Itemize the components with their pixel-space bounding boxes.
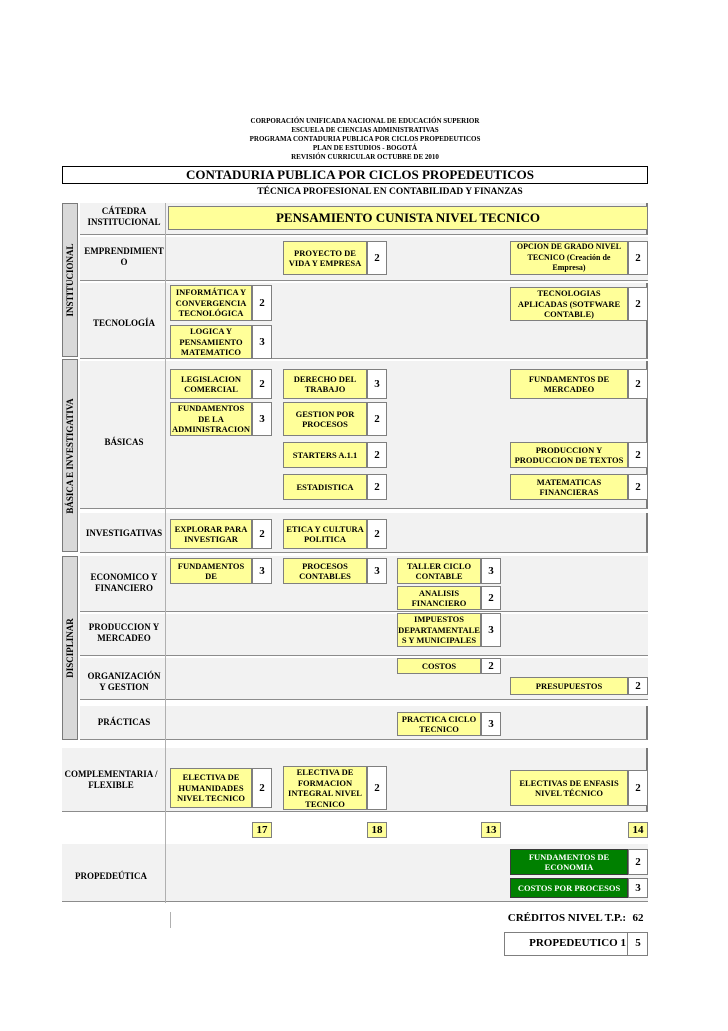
course-credits: 2 bbox=[367, 474, 387, 500]
category-practicas: PRÁCTICAS bbox=[97, 717, 151, 727]
course-block: PRACTICA CICLO TECNICO bbox=[397, 712, 481, 736]
course-block: FUNDAMENTOS DE LA ADMINISTRACION bbox=[170, 402, 252, 436]
course-credits: 2 bbox=[252, 519, 272, 549]
course-block: STARTERS A.1.1 bbox=[283, 442, 367, 468]
course-block: FUNDAMENTOS DE MERCADEO bbox=[510, 369, 628, 399]
course-block: ELECTIVA DE FORMACION INTEGRAL NIVEL TECNICO bbox=[283, 766, 367, 810]
course-block: LOGICA Y PENSAMIENTO MATEMATICO bbox=[170, 325, 252, 359]
category-complementaria: COMPLEMENTARIA / FLEXIBLE bbox=[64, 769, 158, 790]
category-propedeutica: PROPEDEÚTICA bbox=[74, 871, 147, 881]
course-block: ELECTIVAS DE ENFASIS NIVEL TÉCNICO bbox=[510, 770, 628, 806]
creditos-value: 62 bbox=[632, 912, 644, 924]
category-organizacion: ORGANIZACIÓN Y GESTION bbox=[87, 671, 161, 692]
label-basica-investigativa: BÁSICA E INVESTIGATIVA bbox=[62, 359, 78, 552]
column-total: 14 bbox=[628, 822, 648, 838]
course-block-green: FUNDAMENTOS DE ECONOMIA bbox=[510, 849, 628, 875]
course-block: INFORMÁTICA Y CONVERGENCIA TECNOLÓGICA bbox=[170, 285, 252, 321]
course-block: COSTOS bbox=[397, 658, 481, 674]
course-credits: 2 bbox=[628, 369, 648, 399]
column-total: 18 bbox=[367, 822, 387, 838]
course-block: EXPLORAR PARA INVESTIGAR bbox=[170, 519, 252, 549]
course-block: ANALISIS FINANCIERO bbox=[397, 586, 481, 610]
course-block: ETICA Y CULTURA POLITICA bbox=[283, 519, 367, 549]
institution-name: CORPORACIÓN UNIFICADA NACIONAL DE EDUCACIÓN SUPERIOR bbox=[250, 117, 480, 125]
course-credits: 3 bbox=[628, 878, 648, 898]
course-block: PROYECTO DE VIDA Y EMPRESA bbox=[283, 241, 367, 275]
pensamiento-cunista-banner: PENSAMIENTO CUNISTA NIVEL TECNICO bbox=[168, 206, 648, 230]
course-block: TALLER CICLO CONTABLE bbox=[397, 558, 481, 584]
course-block: ESTADISTICA bbox=[283, 474, 367, 500]
course-credits: 2 bbox=[628, 474, 648, 500]
course-credits: 2 bbox=[628, 770, 648, 806]
course-block: LEGISLACION COMERCIAL bbox=[170, 369, 252, 399]
category-economico: ECONOMICO Y FINANCIERO bbox=[90, 572, 158, 593]
course-credits: 2 bbox=[628, 677, 648, 695]
course-credits: 2 bbox=[367, 766, 387, 810]
course-block: TECNOLOGIAS APLICADAS (SOTFWARE CONTABLE) bbox=[510, 287, 628, 321]
course-credits: 2 bbox=[628, 849, 648, 875]
category-produccion: PRODUCCION Y MERCADEO bbox=[88, 622, 160, 643]
program-name: PROGRAMA CONTADURIA PUBLICA POR CICLOS PROPEDEUTICOS bbox=[249, 135, 481, 143]
revision-date: REVISIÓN CURRICULAR OCTUBRE DE 2010 bbox=[291, 153, 439, 161]
propedeutico-value: 5 bbox=[635, 937, 641, 949]
course-block: GESTION POR PROCESOS bbox=[283, 402, 367, 436]
course-credits: 2 bbox=[628, 287, 648, 321]
page-title: CONTADURIA PUBLICA POR CICLOS PROPEDEUTICOS bbox=[186, 167, 534, 182]
course-credits: 3 bbox=[481, 712, 501, 736]
course-block: IMPUESTOS DEPARTAMENTALE S Y MUNICIPALES bbox=[398, 614, 480, 646]
category-column-divider bbox=[165, 203, 166, 903]
course-credits: 2 bbox=[252, 285, 272, 321]
course-block: PRODUCCION Y PRODUCCION DE TEXTOS bbox=[510, 442, 628, 468]
course-credits: 2 bbox=[628, 241, 648, 275]
course-credits: 3 bbox=[252, 402, 272, 436]
course-credits: 2 bbox=[367, 519, 387, 549]
course-credits: 2 bbox=[367, 442, 387, 468]
course-credits: 2 bbox=[252, 369, 272, 399]
course-block-green: COSTOS POR PROCESOS bbox=[510, 878, 628, 898]
course-credits: 2 bbox=[628, 442, 648, 468]
course-credits: 3 bbox=[367, 369, 387, 399]
creditos-label: CRÉDITOS NIVEL T.P.: bbox=[507, 912, 626, 924]
course-block: FUNDAMENTOS DE bbox=[170, 558, 252, 584]
page-subtitle: TÉCNICA PROFESIONAL EN CONTABILIDAD Y FINANZAS bbox=[257, 187, 523, 197]
course-credits: 2 bbox=[481, 658, 501, 674]
course-block: DERECHO DEL TRABAJO bbox=[283, 369, 367, 399]
label-disciplinar: DISCIPLINAR bbox=[62, 556, 78, 740]
course-block: PROCESOS CONTABLES bbox=[283, 558, 367, 584]
course-credits: 2 bbox=[481, 586, 501, 610]
course-credits: 3 bbox=[367, 558, 387, 584]
course-credits: 3 bbox=[481, 558, 501, 584]
propedeutico-label: PROPEDEUTICO 1 bbox=[529, 937, 626, 949]
course-credits: 2 bbox=[367, 402, 387, 436]
course-block: PRESUPUESTOS bbox=[510, 677, 628, 695]
course-credits: 3 bbox=[481, 613, 501, 647]
course-credits: 3 bbox=[252, 558, 272, 584]
course-credits: 2 bbox=[252, 768, 272, 808]
label-institucional: INSTITUCIONAL bbox=[62, 203, 78, 357]
category-tecnologia: TECNOLOGÍA bbox=[92, 318, 155, 328]
category-basicas: BÁSICAS bbox=[104, 437, 144, 447]
category-emprendimiento: EMPRENDIMIENT O bbox=[84, 246, 164, 267]
column-total: 13 bbox=[481, 822, 501, 838]
course-block: OPCION DE GRADO NIVEL TECNICO (Creación de Empresa) bbox=[510, 241, 628, 275]
course-block: MATEMATICAS FINANCIERAS bbox=[510, 474, 628, 500]
course-credits: 3 bbox=[252, 325, 272, 359]
course-credits: 2 bbox=[367, 241, 387, 275]
category-investigativas: INVESTIGATIVAS bbox=[85, 528, 163, 538]
category-catedra: CÁTEDRA INSTITUCIONAL bbox=[87, 206, 161, 227]
school-name: ESCUELA DE CIENCIAS ADMINISTRATIVAS bbox=[291, 126, 439, 134]
course-block: ELECTIVA DE HUMANIDADES NIVEL TECNICO bbox=[170, 768, 252, 808]
footer-divider bbox=[170, 912, 171, 928]
column-total: 17 bbox=[252, 822, 272, 838]
study-plan-location: PLAN DE ESTUDIOS - BOGOTÁ bbox=[312, 144, 418, 152]
